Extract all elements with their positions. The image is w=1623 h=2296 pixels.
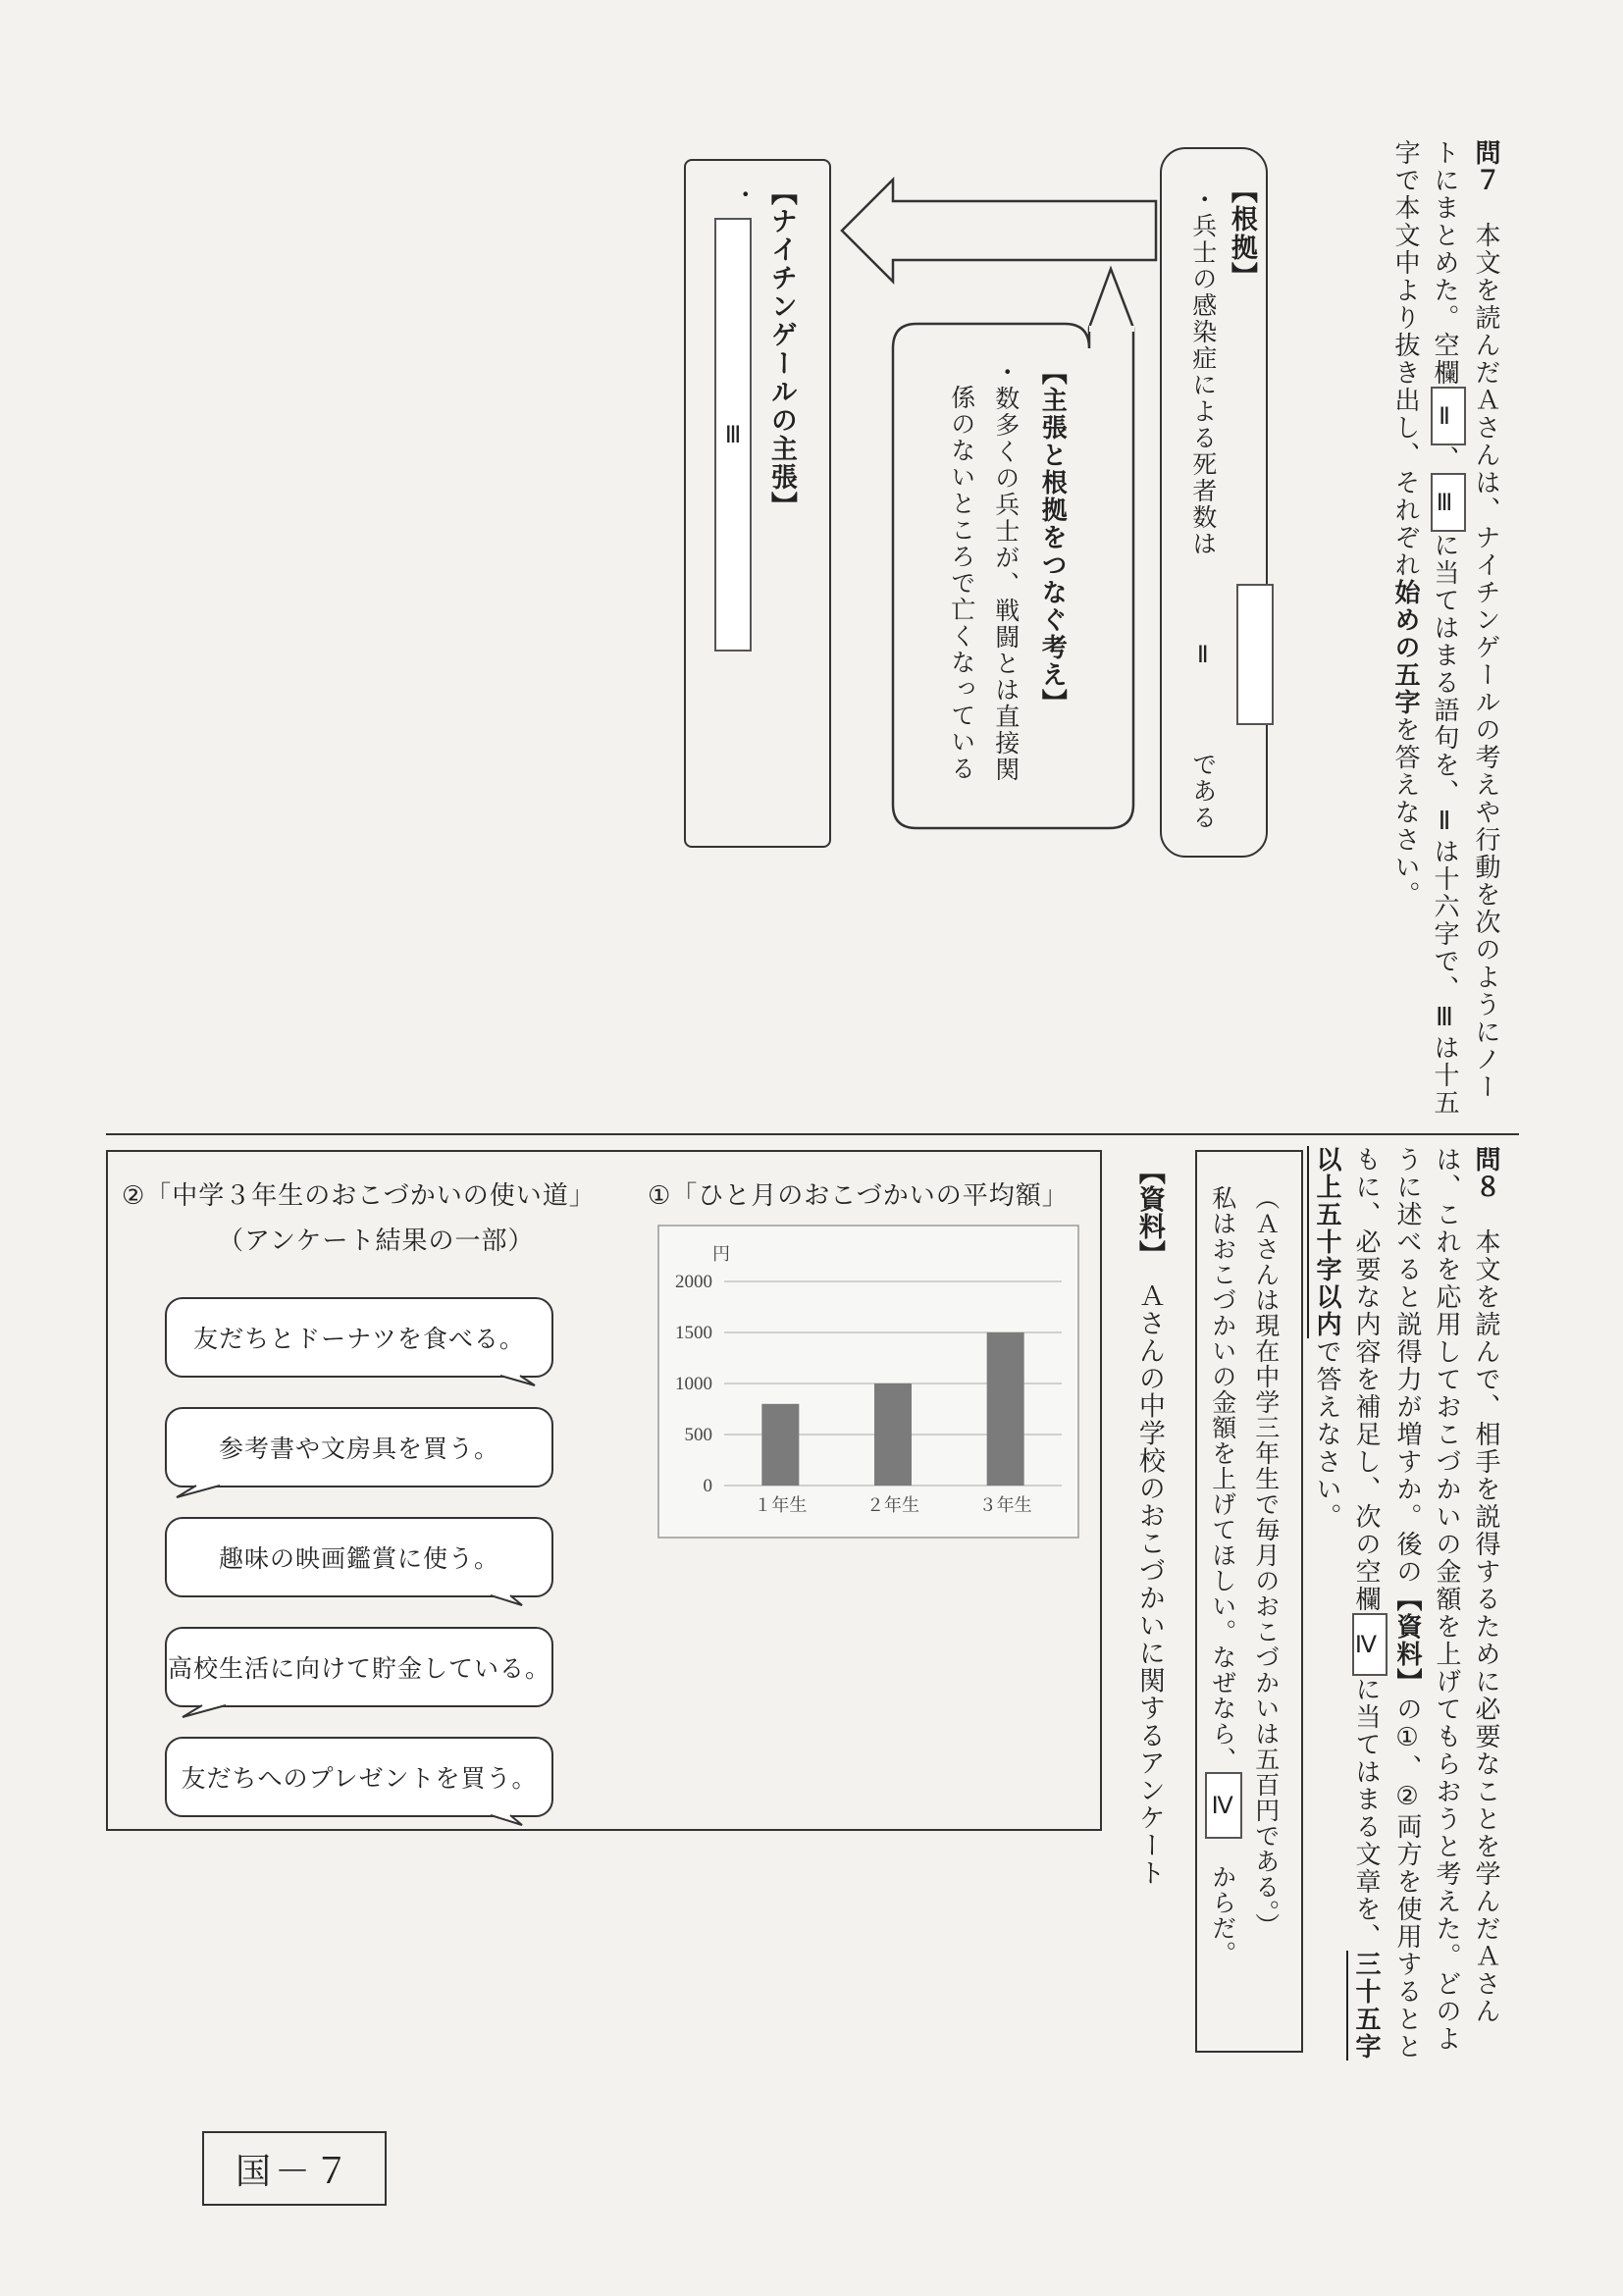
usage-bubble: 参考書や文房具を買う。 xyxy=(165,1407,553,1487)
q8-answer-box-iv: Ⅳ xyxy=(1205,1772,1242,1839)
usage-bubble: 友だちとドーナツを食べる。 xyxy=(165,1297,553,1378)
y-tick-label: 1000 xyxy=(675,1374,712,1394)
page-number: 国－７ xyxy=(235,2151,353,2192)
y-tick-label: 0 xyxy=(703,1476,712,1496)
konkyo-title: 【根拠】 xyxy=(1226,177,1257,290)
q8-question: 問８ 本文を読んで、相手を説得するために必要なことを学んだＡさんは、これを応用しておこづかいの金額を上げてもらおうと考えた。どのように述べると説得力が増すか。後の【資料】の①、②両方を使用するとともに、必要な内容を補足し、次の空欄Ⅳに当てはまる文章を、三十五字以上五十字以内で答えなさい。 xyxy=(1312,1146,1500,2061)
q8-box-iv: Ⅳ xyxy=(1352,1613,1387,1676)
chart1-title: ①「ひと月のおこづかいの平均額」 xyxy=(648,1181,1069,1211)
q7-question: 問７ 本文を読んだＡさんは、ナイチンゲールの考えや行動を次のようにノートにまとめた。空欄Ⅱ、Ⅲに当てはまる語句を、Ⅱは十六字で、Ⅲは十五字で本文中より抜き出し、それぞれ始めの五字を答えなさい。 xyxy=(1390,139,1500,1117)
section-divider xyxy=(106,1133,1519,1135)
usage-bubble: 友だちへのプレゼントを買う。 xyxy=(165,1737,553,1817)
tsunagu-title: 【主張と根拠をつなぐ考え】 xyxy=(1037,359,1068,716)
shucho-box xyxy=(684,159,831,848)
usage-bubble: 高校生活に向けて貯金している。 xyxy=(165,1627,553,1707)
q7-box-ii: Ⅱ xyxy=(1431,387,1466,445)
tsunagu-line1: ・数多くの兵士が、戦闘とは直接関 xyxy=(991,359,1021,783)
bar-2 xyxy=(874,1383,912,1486)
shucho-title: 【ナイチンゲールの主張】 xyxy=(765,179,797,520)
q8-answer-line2: 私はおこづかいの金額を上げてほしい。なぜなら、Ⅳ からだ。 xyxy=(1203,1185,1242,1966)
q8-underlined-limit: 三十五字以上五十字以内 xyxy=(1312,1146,1381,2061)
x-category-label: １年生 xyxy=(754,1495,808,1516)
chart2-title: ②「中学３年生のおこづかいの使い道」 xyxy=(122,1181,596,1211)
shucho-bullet: ・ xyxy=(729,182,759,208)
x-category-label: ３年生 xyxy=(978,1495,1032,1516)
page-number-box xyxy=(202,2131,387,2206)
q7-number: 問７ xyxy=(1471,139,1500,194)
allowance-bar-chart xyxy=(657,1225,1079,1539)
left-arrow xyxy=(832,172,1166,289)
y-tick-label: 1500 xyxy=(675,1323,712,1343)
bar-3 xyxy=(987,1332,1024,1486)
shiryo-title: 【資料】 Ａさんの中学校のおこづかいに関するアンケート xyxy=(1133,1158,1165,1887)
chart-unit-label: 円 xyxy=(712,1244,730,1265)
bubble-tails xyxy=(157,1276,569,1845)
shucho-box-iii: Ⅲ xyxy=(714,218,752,652)
q7-bold-instruction: 始めの五字 xyxy=(1390,579,1420,716)
usage-bubble: 趣味の映画鑑賞に使う。 xyxy=(165,1517,553,1597)
q8-shiryo-ref: 【資料】 xyxy=(1392,1586,1422,1696)
x-category-label: ２年生 xyxy=(866,1495,919,1516)
q7-box-iii: Ⅲ xyxy=(1431,473,1466,532)
konkyo-text: ・兵士の感染症による死者数は Ⅱ である xyxy=(1183,186,1274,834)
q8-number: 問８ xyxy=(1471,1146,1500,1201)
y-tick-label: 500 xyxy=(684,1425,712,1445)
konkyo-box-ii: Ⅱ xyxy=(1236,584,1274,725)
chart2-subtitle: （アンケート結果の一部） xyxy=(218,1226,535,1256)
tsunagu-line2: 係のないところで亡くなっている xyxy=(947,385,976,782)
q8-answer-line1: （Ａさんは現在中学三年生で毎月のおこづかいは五百円である。） xyxy=(1251,1185,1281,1939)
y-tick-label: 2000 xyxy=(675,1272,712,1292)
bar-1 xyxy=(761,1404,799,1486)
